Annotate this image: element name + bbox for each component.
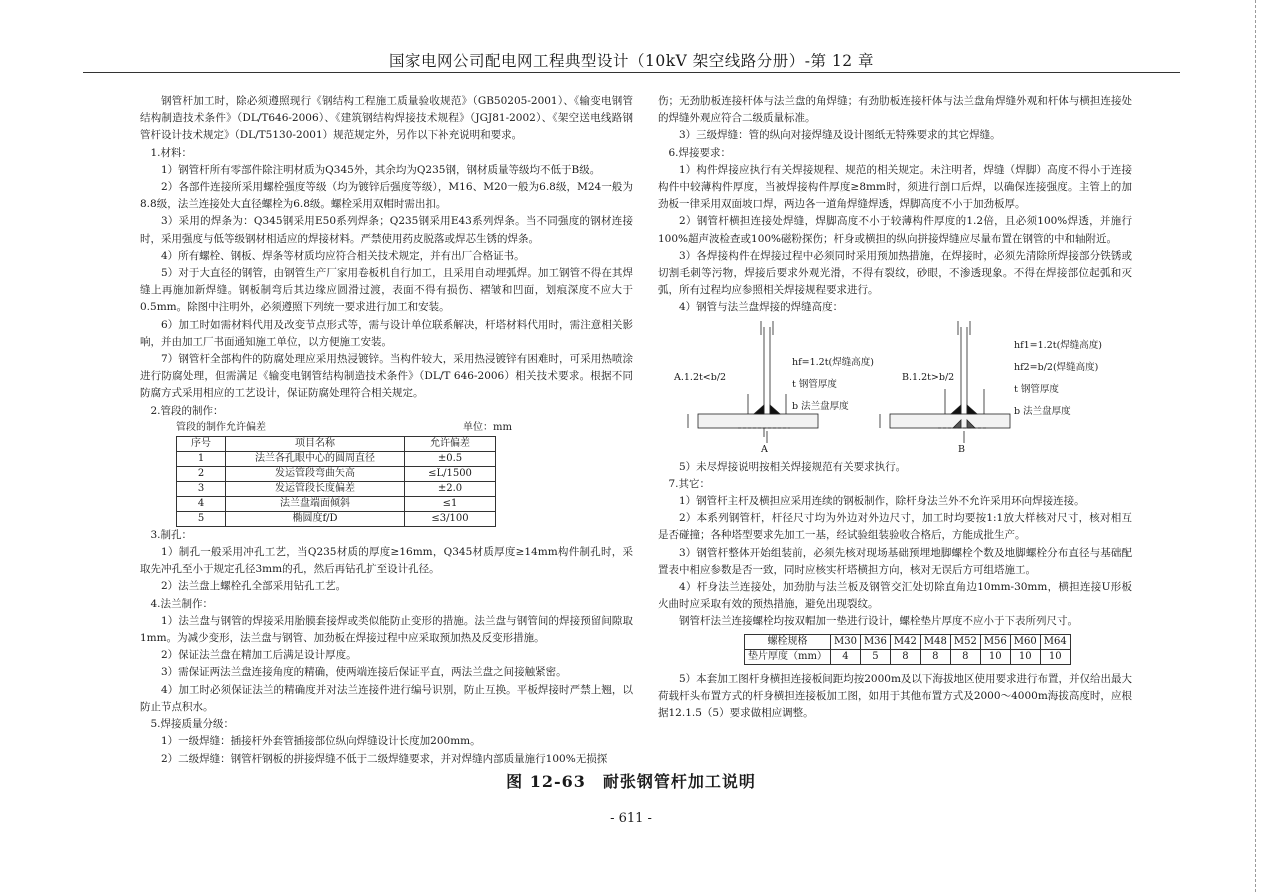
table-cell: ±2.0 bbox=[405, 481, 496, 496]
table-cell: 5 bbox=[177, 511, 226, 526]
table-cell: 5 bbox=[860, 649, 890, 664]
section-drilling-title: 3.制孔： bbox=[150, 528, 193, 541]
table-cell: ±0.5 bbox=[405, 451, 496, 466]
section-pipe-title: 2.管段的制作： bbox=[150, 404, 224, 417]
table-cell: 法兰各孔眼中心的圆周直径 bbox=[226, 451, 405, 466]
table-cell: 10 bbox=[1010, 649, 1040, 664]
table-cell: M36 bbox=[860, 634, 890, 649]
tolerance-table-caption bbox=[176, 420, 512, 436]
table-cell: 法兰盘端面倾斜 bbox=[226, 496, 405, 511]
table-cell: 发运管段长度偏差 bbox=[226, 481, 405, 496]
weld-req-item-4: 4）钢管与法兰盘焊接的焊缝高度： bbox=[679, 301, 844, 314]
materials-item-6: 6）加工时如需材料代用及改变节点形式等，需与设计单位联系解决，杆塔材料代用时，需注意相关影响，并由加工厂书面通知施工单位，以方便施工安装。 bbox=[140, 318, 633, 348]
table-row bbox=[745, 634, 1071, 649]
other-item-3: 3）钢管杆整体开始组装前，必须先核对现场基础预埋地脚螺栓个数及地脚螺栓分布直径与基础配置表中相应参数是否一致，同时应核实杆塔横担方向，核对无误后方可组塔施工。 bbox=[658, 546, 1132, 576]
materials-item-3: 3）采用的焊条为：Q345钢采用E50系列焊条；Q235钢采用E43系列焊条。当不同强度的钢材连接时，采用强度与低等级钢材相适应的焊接材料。严禁使用药皮脱落或焊芯生锈的焊条。 bbox=[140, 215, 633, 245]
table-cell: ≤L/1500 bbox=[405, 466, 496, 481]
table-cell: M60 bbox=[1010, 634, 1040, 649]
section-weld-grade-title: 5.焊接质量分级： bbox=[150, 718, 235, 731]
drilling-item-2: 2）法兰盘上螺栓孔全部采用钻孔工艺。 bbox=[161, 580, 347, 593]
table-cell: 8 bbox=[890, 649, 920, 664]
right-column bbox=[658, 93, 1132, 722]
left-column bbox=[140, 93, 633, 768]
tolerance-table bbox=[176, 436, 496, 527]
header-rule bbox=[83, 72, 1180, 73]
diagram-a-b-label: b 法兰盘厚度 bbox=[792, 400, 849, 412]
table-cell: 椭圆度f/D bbox=[226, 511, 405, 526]
table-header-cell: 允许偏差 bbox=[405, 436, 496, 451]
diagram-b-b-label: b 法兰盘厚度 bbox=[1014, 405, 1071, 417]
weld-req-item-3: 3）各焊接构件在焊接过程中必须同时采用预加热措施，在焊接时，必须先清除所焊接部分铁锈或切割毛刺等污物，焊接后要求外观光滑，不得有裂纹，砂眼，不渗透现象。不得在焊接部位起弧和灭弧，所有过程均应参照相关焊接规程要求进行。 bbox=[658, 249, 1132, 297]
table-cell: 1 bbox=[177, 451, 226, 466]
tolerance-table-title: 管段的制作允许偏差 bbox=[176, 421, 266, 433]
weld-req-item-5: 5）未尽焊接说明按相关焊接规范有关要求执行。 bbox=[679, 460, 907, 473]
materials-item-2: 2）各部件连接所采用螺栓强度等级（均为镀锌后强度等级），M16、M20一般为6.8级，M24一般为8.8级，法兰连接处大直径螺栓为6.8级。螺栓采用双帽时需出扣。 bbox=[140, 181, 633, 211]
section-materials-title: 1.材料： bbox=[150, 146, 193, 159]
table-cell: M52 bbox=[950, 634, 980, 649]
table-cell: 8 bbox=[920, 649, 950, 664]
other-item-4: 4）杆身法兰连接处，加劲肋与法兰板及钢管交汇处切除直角边10mm-30mm，横担连接U形板火曲时应采取有效的预热措施，避免出现裂纹。 bbox=[658, 581, 1132, 611]
figure-caption: 图 12-63 耐张钢管杆加工说明 bbox=[506, 772, 756, 791]
table-cell: M48 bbox=[920, 634, 950, 649]
diagram-a-condition: A.1.2t<b/2 bbox=[674, 371, 727, 383]
other-item-2: 2）本系列钢管杆，杆径尺寸均为外边对外边尺寸，加工时均要按1:1放大样核对尺寸，核对相互是否碰撞；各种塔型要求先加工一基，经试验组装验收合格后，方能成批生产。 bbox=[658, 512, 1132, 542]
materials-item-1: 1）钢管杆所有零部件除注明材质为Q345外，其余均为Q235钢，钢材质量等级均不低于B级。 bbox=[161, 163, 601, 176]
table-cell: ≤3/100 bbox=[405, 511, 496, 526]
diagram-b-hf2-label: hf2=b/2(焊缝高度) bbox=[1014, 361, 1099, 373]
flange-item-2: 2）保证法兰盘在精加工后满足设计厚度。 bbox=[161, 649, 357, 662]
table-cell: 3 bbox=[177, 481, 226, 496]
table-cell: 4 bbox=[177, 496, 226, 511]
diagram-a-t-label: t 钢管厚度 bbox=[792, 378, 837, 390]
table-cell: 10 bbox=[980, 649, 1010, 664]
flange-item-4: 4）加工时必须保证法兰的精确度并对法兰连接件进行编号识别，防止互换。平板焊接时严禁上翘，以防止节点积水。 bbox=[140, 683, 633, 713]
weld-grade-item-2: 2）二级焊缝：钢管杆钢板的拼接焊缝不低于二级焊缝要求，并对焊缝内部质量施行100%无损探 bbox=[161, 752, 608, 765]
table-cell: 10 bbox=[1040, 649, 1070, 664]
diagram-b-t-label: t 钢管厚度 bbox=[1014, 383, 1059, 395]
materials-item-4: 4）所有螺栓、钢板、焊条等材质均应符合相关技术规定，并有出厂合格证书。 bbox=[161, 249, 525, 262]
diagram-b-label: B bbox=[958, 443, 965, 455]
table-cell: M56 bbox=[980, 634, 1010, 649]
washer-table bbox=[744, 634, 1071, 665]
table-row bbox=[177, 466, 496, 481]
table-cell: 垫片厚度（mm） bbox=[745, 649, 831, 664]
table-row bbox=[177, 481, 496, 496]
tolerance-table-unit: 单位：mm bbox=[463, 421, 512, 433]
table-row bbox=[745, 649, 1071, 664]
diagram-a-label: A bbox=[761, 443, 768, 455]
page-number: - 611 - bbox=[610, 811, 652, 826]
other-item-5: 5）本套加工图杆身横担连接板间距均按2000m及以下海拔地区使用要求进行布置，并仅给出最大荷载杆头布置方式的杆身横担连接板加工图，如用于其他布置方式及2000～4000m海拔高度时，应根据12.1.5（5）要求做相应调整。 bbox=[658, 672, 1132, 720]
table-cell: M42 bbox=[890, 634, 920, 649]
table-cell: 螺栓规格 bbox=[745, 634, 831, 649]
table-cell: 发运管段弯曲矢高 bbox=[226, 466, 405, 481]
table-cell: ≤1 bbox=[405, 496, 496, 511]
table-header-cell: 项目名称 bbox=[226, 436, 405, 451]
table-cell: M64 bbox=[1040, 634, 1070, 649]
washer-intro: 钢管杆法兰连接螺栓均按双帽加一垫进行设计，螺栓垫片厚度不应小于下表所列尺寸。 bbox=[679, 615, 1078, 628]
drilling-item-1: 1）制孔一般采用冲孔工艺，当Q235材质的厚度≥16mm，Q345材质厚度≥14mm构件制孔时，采取先冲孔至小于规定孔径3mm的孔，然后再钻孔扩至设计孔径。 bbox=[140, 546, 633, 576]
table-cell: M30 bbox=[830, 634, 860, 649]
diagram-b-condition: B.1.2t>b/2 bbox=[902, 371, 955, 383]
flange-item-1: 1）法兰盘与钢管的焊接采用胎膜套接焊或类似能防止变形的措施。法兰盘与钢管间的焊接预留间隙取1mm。为减少变形，法兰盘与钢管、加劲板在焊接过程中应采取预加热及反变形措施。 bbox=[140, 614, 633, 645]
weld-grade-item-3: 3）三级焊缝：管的纵向对接焊缝及设计图纸无特殊要求的其它焊缝。 bbox=[679, 129, 1001, 142]
intro-paragraph: 钢管杆加工时，除必须遵照现行《钢结构工程施工质量验收规范》（GB50205-2001）、《输变电钢管结构制造技术条件》（DL/T646-2006）、《建筑钢结构焊接技术规程》（JGJ81-2002）、《架空送电线路钢管杆设计技术规定》（DL/T5130-2001）规范规定外，另作以下补充说明和要求。 bbox=[140, 95, 633, 142]
table-cell: 2 bbox=[177, 466, 226, 481]
table-row bbox=[177, 511, 496, 526]
table-header-cell: 序号 bbox=[177, 436, 226, 451]
document-header: 国家电网公司配电网工程典型设计（10kV 架空线路分册）-第 12 章 bbox=[388, 52, 875, 70]
materials-item-7: 7）钢管杆全部构件的防腐处理应采用热浸镀锌。当构件较大，采用热浸镀锌有困难时，可采用热喷涂进行防腐处理，但需满足《输变电钢管结构制造技术条件》（DL/T 646-2006）相关技术要求。根据不同防腐方式采用相应的工艺设计，保证防腐处理符合相关规定。 bbox=[140, 353, 633, 400]
materials-item-5: 5）对于大直径的钢管，由钢管生产厂家用卷板机自行加工，且采用自动埋弧焊。加工钢管不得在其焊缝上再施加新焊缝。钢板制弯后其边缘应圆滑过渡，表面不得有损伤、褶皱和凹面，划痕深度不应大于0.5mm。除图中注明外，必须遵照下列统一要求进行加工和安装。 bbox=[140, 267, 633, 314]
table-header-row bbox=[177, 436, 496, 451]
table-row bbox=[177, 451, 496, 466]
table-cell: 4 bbox=[830, 649, 860, 664]
section-weld-req-title: 6.焊接要求： bbox=[668, 146, 732, 159]
page-edge-dashed-line bbox=[1255, 0, 1256, 892]
weld-grade-item-1: 1）一级焊缝：插接杆外套管插接部位纵向焊缝设计长度加200mm。 bbox=[161, 735, 481, 748]
diagram-b-hf1-label: hf1=1.2t(焊缝高度) bbox=[1014, 339, 1102, 351]
diagram-a-hf-label: hf=1.2t(焊缝高度) bbox=[792, 356, 874, 368]
flange-item-3: 3）需保证两法兰盘连接角度的精确，使两端连接后保证平直，两法兰盘之间接触紧密。 bbox=[161, 666, 567, 679]
section-flange-title: 4.法兰制作： bbox=[150, 597, 214, 610]
table-row bbox=[177, 496, 496, 511]
other-item-1: 1）钢管杆主杆及横担应采用连续的钢板制作，除杆身法兰外不允许采用环向焊接连接。 bbox=[679, 495, 1085, 508]
weld-height-diagram bbox=[658, 319, 1132, 457]
section-other-title: 7.其它： bbox=[668, 477, 711, 490]
weld-req-item-2: 2）钢管杆横担连接处焊缝，焊脚高度不小于较薄构件厚度的1.2倍，且必须100%焊透，并施行100%超声波检查或100%磁粉探伤；杆身或横担的纵向拼接焊缝应尽量布置在钢管的中和轴附近。 bbox=[658, 215, 1132, 245]
table-cell: 8 bbox=[950, 649, 980, 664]
weld-req-item-1: 1）构件焊接应执行有关焊接规程、规范的相关规定。未注明者，焊缝（焊脚）高度不得小于连接构件中较薄构件厚度，当被焊接构件厚度≥8mm时，须进行剖口后焊，以确保连接强度。主管上的加劲板一律采用双面坡口焊，两边各一道角焊缝焊透，焊脚高度不小于加劲板厚。 bbox=[658, 163, 1132, 211]
weld-grade-item-2-continued: 伤；无劲肋板连接杆体与法兰盘的角焊缝；有劲肋板连接杆体与法兰盘角焊缝外观和杆体与横担连接处的焊缝外观应符合二级质量标准。 bbox=[658, 95, 1132, 125]
